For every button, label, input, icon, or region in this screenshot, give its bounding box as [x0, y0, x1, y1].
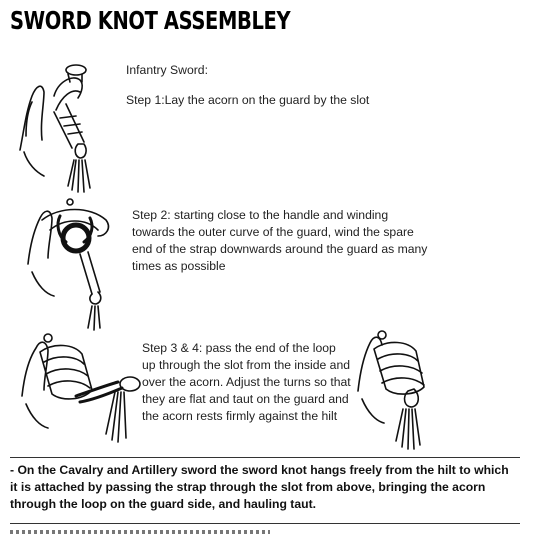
cropped-text-remnant [10, 530, 270, 534]
subtitle: Infantry Sword: [126, 63, 208, 77]
cavalry-note: - On the Cavalry and Artillery sword the sword knot hangs freely from the hilt to which it is attached by passing the strap through the slot from above, bringing the acorn through the loop on the guard side, and hauling taut. [10, 463, 509, 511]
step2-illustration [20, 196, 130, 331]
step1-illustration [14, 52, 124, 197]
page-title: SWORD KNOT ASSEMBLEY [10, 6, 291, 35]
step3-text: Step 3 & 4: pass the end of the loop up through the slot from the inside and over the acorn. Adjust the turns so that they are flat and taut on the guard and the acorn rests firmly against the hilt [142, 341, 351, 423]
step1-text: Step 1:Lay the acorn on the guard by the slot [126, 93, 370, 107]
divider-top [10, 457, 520, 458]
divider-bottom [10, 523, 520, 524]
step4-illustration [352, 325, 452, 453]
step2-text: Step 2: starting close to the handle and winding towards the outer curve of the guard, wind the spare end of the strap downwards around the guard as many times as possible [132, 208, 428, 273]
step3-illustration [18, 330, 158, 445]
